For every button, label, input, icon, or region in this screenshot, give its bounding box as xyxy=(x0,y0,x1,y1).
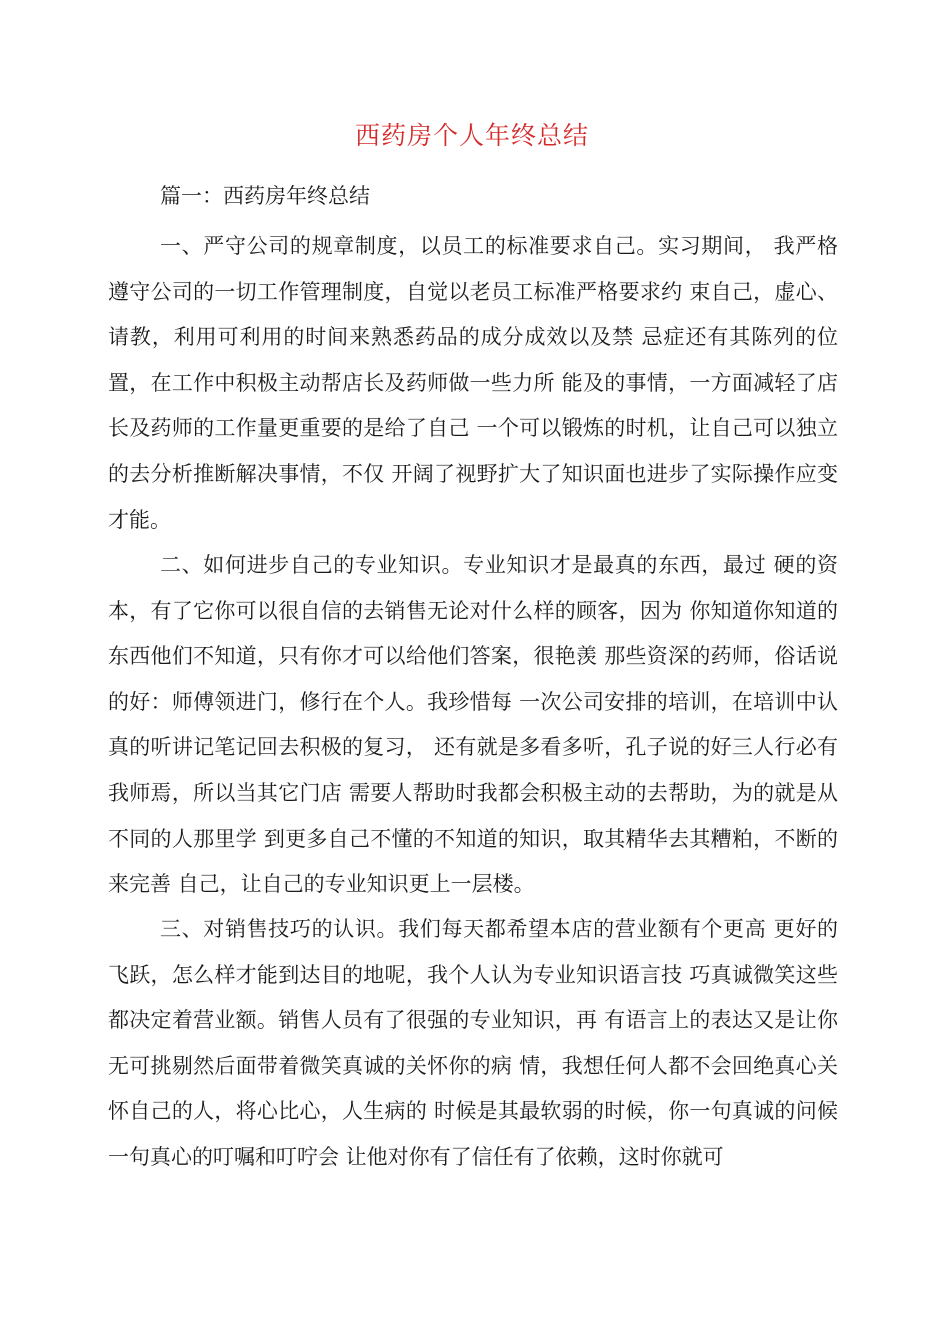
paragraph-2: 二、如何进步自己的专业知识。专业知识才是最真的东西，最过 硬的资本，有了它你可以很自信的去销售无论对什么样的顾客，因为 你知道你知道的东西他们不知道，只有你才可以给他们答案，很艳羡 那些资深的药师，俗话说的好：师傅领进门，修行在个人。我珍惜每 一次公司安排的培训，在培训中认真的听讲记笔记回去积极的复习， 还有就是多看多听，孔子说的好三人行必有我师焉，所以当其它门店 需要人帮助时我都会积极主动的去帮助，为的就是从不同的人那里学 到更多自己不懂的不知道的知识，取其精华去其糟粕，不断的来完善 自己，让自己的专业知识更上一层楼。 xyxy=(108,553,838,897)
paragraph-3: 三、对销售技巧的认识。我们每天都希望本店的营业额有个更高 更好的飞跃，怎么样才能到达目的地呢，我个人认为专业知识语言技 巧真诚微笑这些都决定着营业额。销售人员有了很强的专业知识，再 有语言上的表达又是让你无可挑剔然后面带着微笑真诚的关怀你的病 情，我想任何人都不会回绝真心关怀自己的人，将心比心，人生病的 时候是其最软弱的时候，你一句真诚的问候一句真心的叮嘱和叮咛会 让他对你有了信任有了依赖，这时你就可 xyxy=(108,917,838,1169)
section-heading: 篇一：西药房年终总结 xyxy=(160,184,370,208)
document-title: 西药房个人年终总结 xyxy=(354,121,589,150)
paragraph-1: 一、严守公司的规章制度，以员工的标准要求自己。实习期间， 我严格遵守公司的一切工作管理制度，自觉以老员工标准严格要求约 束自己，虚心、请教，利用可利用的时间来熟悉药品的成分成效以及禁 忌症还有其陈列的位置，在工作中积极主动帮店长及药师做一些力所 能及的事情，一方面减轻了店长及药师的工作量更重要的是给了自己 一个可以锻炼的时机，让自己可以独立的去分析推断解决事情，不仅 开阔了视野扩大了知识面也进步了实际操作应变才能。 xyxy=(108,234,838,532)
